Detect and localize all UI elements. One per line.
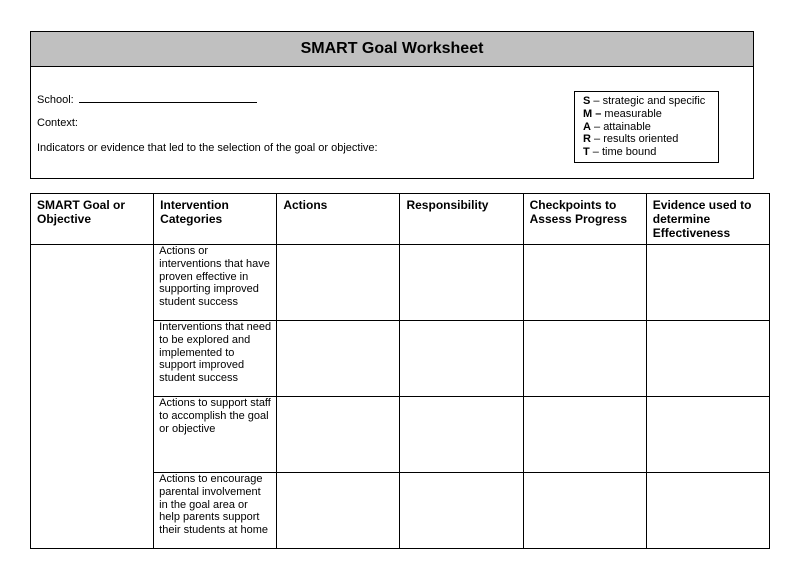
checkpoints-cell[interactable] [523,473,646,549]
category-cell: Actions or interventions that have proven effective in supporting improved student success [154,245,277,321]
actions-cell[interactable] [277,473,400,549]
responsibility-cell[interactable] [400,245,523,321]
evidence-cell[interactable] [646,473,769,549]
context-label[interactable]: Context: [37,117,78,129]
table-header-row [31,194,770,245]
school-label: School: [37,94,74,106]
legend-row: R – results oriented [583,133,679,146]
smart-goal-table [30,193,770,549]
school-field [37,91,257,106]
legend-row: M – measurable [583,107,662,120]
indicators-label[interactable]: Indicators or evidence that led to the selection of the goal or objective: [37,142,378,154]
evidence-cell[interactable] [646,321,769,397]
column-header-actions: Actions [277,194,400,245]
school-input-line[interactable] [79,91,257,103]
category-cell: Actions to encourage parental involvement in the goal area or help parents support their students at home [154,473,277,549]
legend-row: T – time bound [583,146,657,159]
category-cell: Interventions that need to be explored and implemented to support improved student success [154,321,277,397]
legend-row: A – attainable [583,120,651,133]
category-cell: Actions to support staff to accomplish the goal or objective [154,397,277,473]
worksheet-title: SMART Goal Worksheet [31,32,753,67]
evidence-cell[interactable] [646,397,769,473]
column-header-evidence: Evidence used to determine Effectiveness [646,194,769,245]
column-header-categories: Intervention Categories [154,194,277,245]
responsibility-cell[interactable] [400,321,523,397]
column-header-checkpoints: Checkpoints to Assess Progress [523,194,646,245]
responsibility-cell[interactable] [400,473,523,549]
actions-cell[interactable] [277,321,400,397]
checkpoints-cell[interactable] [523,397,646,473]
checkpoints-cell[interactable] [523,321,646,397]
checkpoints-cell[interactable] [523,245,646,321]
responsibility-cell[interactable] [400,397,523,473]
worksheet-header-box [30,31,754,179]
evidence-cell[interactable] [646,245,769,321]
smart-legend [574,91,719,163]
column-header-goal: SMART Goal or Objective [31,194,154,245]
legend-row: S – strategic and specific [583,95,706,107]
actions-cell[interactable] [277,245,400,321]
goal-cell[interactable] [31,245,154,549]
table-row [31,245,770,321]
column-header-responsibility: Responsibility [400,194,523,245]
actions-cell[interactable] [277,397,400,473]
